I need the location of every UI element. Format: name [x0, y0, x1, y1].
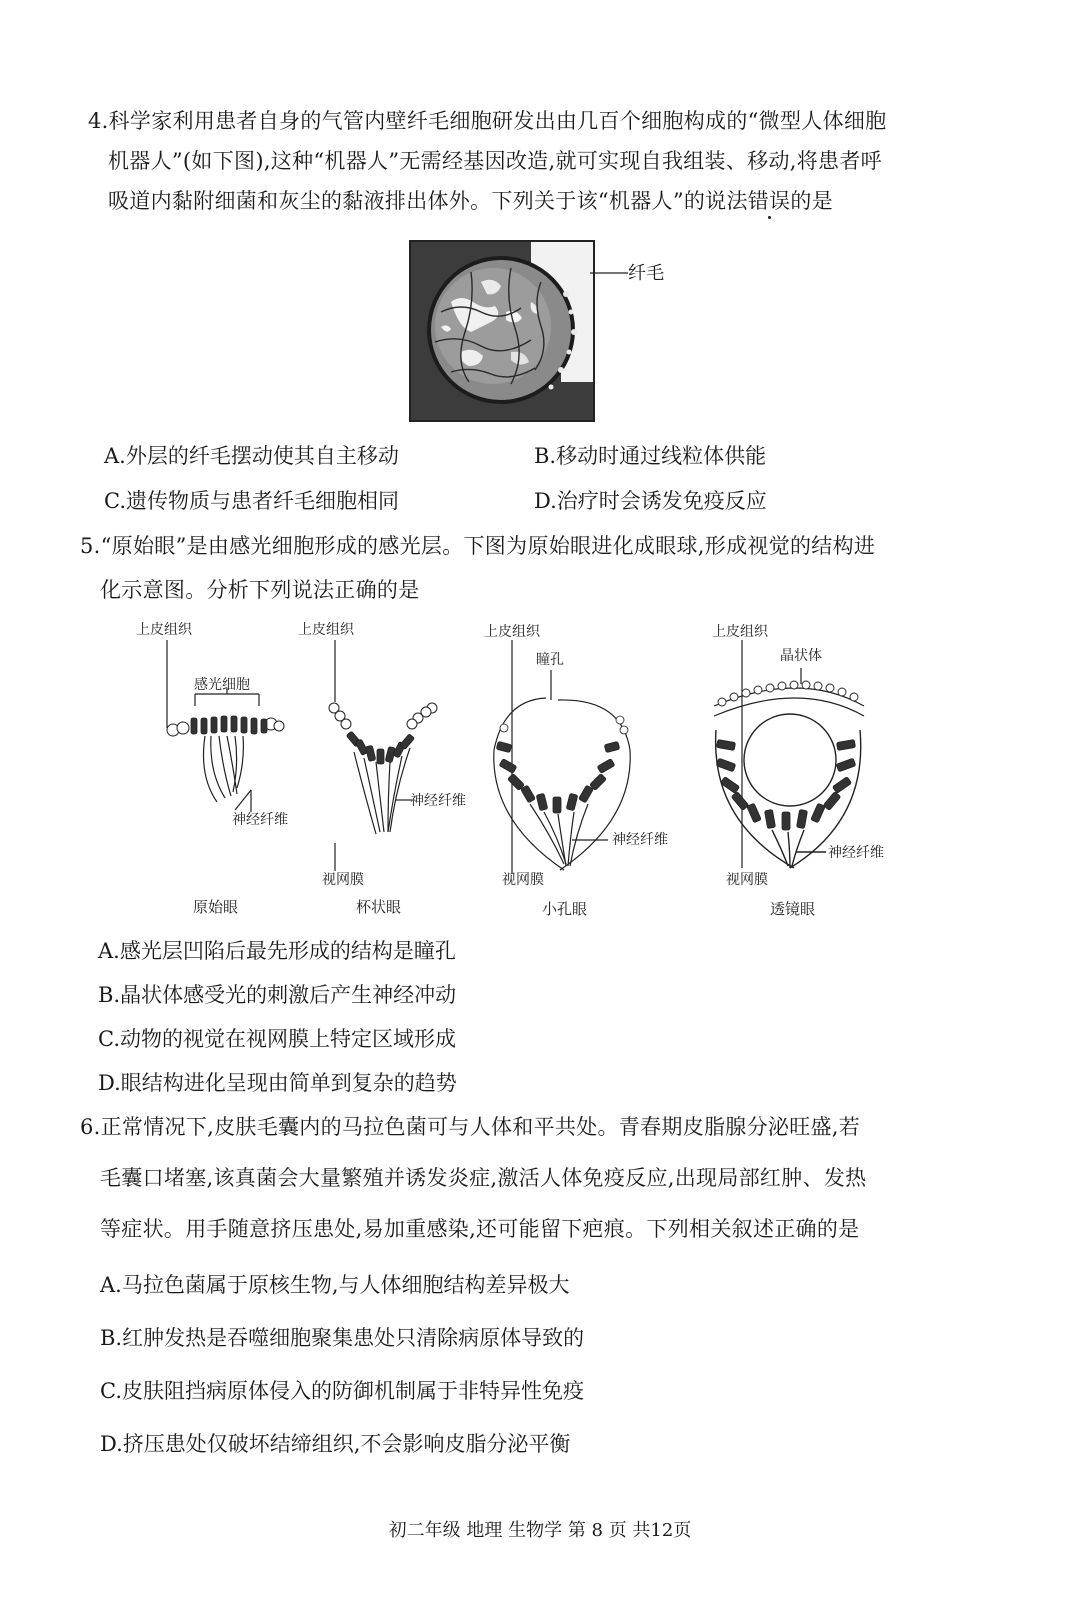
q4-option-c: C.遗传物质与患者纤毛细胞相同: [104, 489, 399, 513]
q4-emphasis-word: 错误: [747, 189, 791, 213]
label-pupil: 瞳孔: [536, 652, 564, 668]
q5-option-a: A.感光层凹陷后最先形成的结构是瞳孔: [98, 939, 456, 963]
caption-primitive-eye: 原始眼: [193, 898, 239, 916]
q5-option-d: D.眼结构进化呈现由简单到复杂的趋势: [98, 1071, 457, 1095]
label-epithelium-2: 上皮组织: [298, 622, 354, 638]
q4-option-d: D.治疗时会诱发免疫反应: [534, 489, 767, 513]
label-lens: 晶状体: [780, 648, 822, 664]
label-epithelium-3: 上皮组织: [484, 624, 540, 640]
q4-option-a: A.外层的纤毛摆动使其自主移动: [104, 444, 399, 468]
label-nerve-fiber-3: 神经纤维: [612, 832, 668, 848]
q4-stem-line-3-pre: 吸道内黏附细菌和灰尘的黏液排出体外。下列关于该“机器人”的说法: [108, 189, 748, 213]
q6-option-c: C.皮肤阻挡病原体侵入的防御机制属于非特异性免疫: [100, 1379, 584, 1403]
q4-stem-line-2: 机器人”(如下图),这种“机器人”无需经基因改造,就可实现自我组装、移动,将患者呼: [108, 149, 882, 173]
micro-robot-image: [411, 242, 593, 420]
q6-stem-line-3: 等症状。用手随意挤压患处,易加重感染,还可能留下疤痕。下列相关叙述正确的是: [100, 1217, 860, 1241]
q5-stem-line-2: 化示意图。分析下列说法正确的是: [100, 578, 420, 602]
q4-stem-line-3-post: 的是: [790, 189, 833, 213]
q6-option-b: B.红肿发热是吞噬细胞聚集患处只清除病原体导致的: [100, 1326, 585, 1350]
caption-pinhole-eye: 小孔眼: [542, 900, 588, 918]
q6-stem-line-2: 毛囊口堵塞,该真菌会大量繁殖并诱发炎症,激活人体免疫反应,出现局部红肿、发热: [100, 1166, 867, 1190]
caption-lens-eye: 透镜眼: [770, 900, 816, 918]
q4-stem-line-3: [108, 188, 833, 214]
retina-leader-2: [333, 843, 337, 873]
cilia-label: 纤毛: [628, 263, 665, 284]
label-retina-4: 视网膜: [726, 872, 768, 888]
label-retina-2: 视网膜: [322, 872, 364, 888]
q6-option-a: A.马拉色菌属于原核生物,与人体细胞结构差异极大: [100, 1273, 570, 1297]
q5-stem-line-1: 5.“原始眼”是由感光细胞形成的感光层。下图为原始眼进化成眼球,形成视觉的结构进: [80, 534, 876, 558]
label-epithelium-1: 上皮组织: [136, 622, 192, 638]
q5-option-b: B.晶状体感受光的刺激后产生神经冲动: [98, 983, 457, 1007]
label-retina-3: 视网膜: [502, 872, 544, 888]
micro-robot-photo: [409, 240, 595, 422]
q6-stem-line-1: 6.正常情况下,皮肤毛囊内的马拉色菌可与人体和平共处。青春期皮脂腺分泌旺盛,若: [80, 1115, 861, 1139]
label-nerve-fiber-1: 神经纤维: [232, 812, 288, 828]
label-epithelium-4: 上皮组织: [712, 624, 768, 640]
cilia-leader-line: [590, 271, 630, 275]
q6-option-d: D.挤压患处仅破坏结缔组织,不会影响皮脂分泌平衡: [100, 1432, 571, 1456]
lens-eye-diagram: [712, 640, 882, 880]
caption-cup-eye: 杯状眼: [356, 898, 402, 916]
label-photoreceptor: 感光细胞: [194, 677, 250, 693]
label-nerve-fiber-2: 神经纤维: [410, 793, 466, 809]
label-nerve-fiber-4: 神经纤维: [828, 845, 884, 861]
primitive-eye-diagram: [155, 640, 285, 810]
page-footer: 初二年级 地理 生物学 第 8 页 共12页: [388, 1520, 692, 1541]
q5-option-c: C.动物的视觉在视网膜上特定区域形成: [98, 1027, 456, 1051]
q4-stem-line-1: 4.科学家利用患者自身的气管内壁纤毛细胞研发出由几百个细胞构成的“微型人体细胞: [88, 109, 887, 133]
cup-eye-diagram: [320, 640, 450, 840]
q4-option-b: B.移动时通过线粒体供能: [534, 444, 767, 468]
